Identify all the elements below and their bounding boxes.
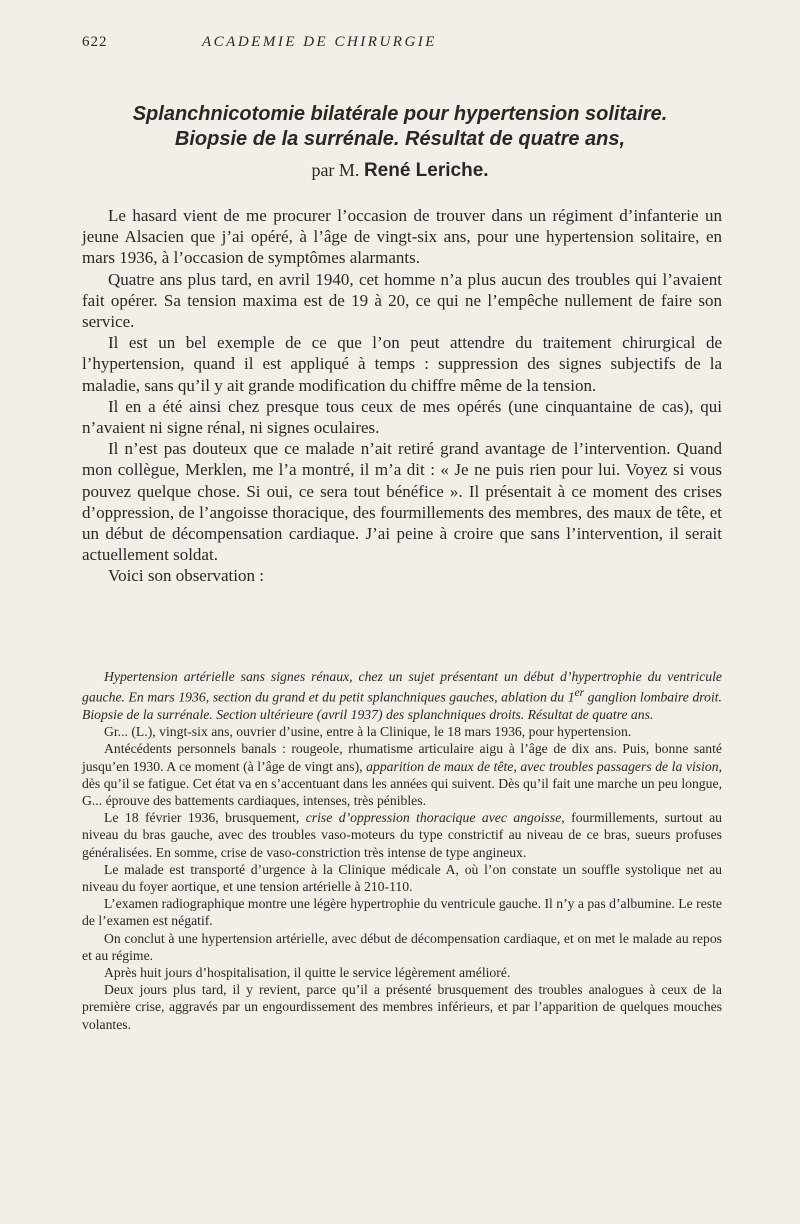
article-title-line: Biopsie de la surrénale. Résultat de quatre ans, — [174, 128, 626, 150]
observation-paragraph — [82, 740, 722, 809]
observation-heading-text: ganglion lombaire droit. Biopsie de la surrénale. Section ultérieure (avril 1937) des splanchniques droits. Résultat de quatre ans. — [82, 689, 722, 722]
body-paragraph: Il en a été ainsi chez presque tous ceux de mes opérés (une cinquantaine de cas), qui n’avaient ni signe rénal, ni signes oculaires. — [82, 396, 722, 438]
body-paragraph: Il est un bel exemple de ce que l’on peut attendre du traitement chirurgical de l’hypertension, quand il est appliqué à temps : suppression des signes subjectifs de la maladie, sans qu’il y ait grande modification du chiffre même de la tension. — [82, 333, 722, 395]
observation-heading-text: Hypertension artérielle sans signes rénaux, chez un sujet présentant un début d’hypertrophie du ventricule gauche. En mars 1936, section du grand et du petit splanchniques gauches, ablation du 1 — [82, 669, 722, 705]
observation-paragraph — [82, 809, 722, 861]
observation-paragraph: L’examen radiographique montre une légère hypertrophie du ventricule gauche. Il n’y a pas d’albumine. Le reste de l’examen est négatif. — [82, 896, 722, 929]
body-paragraph: Voici son observation : — [108, 566, 264, 586]
byline — [82, 160, 718, 182]
article-title-line: Splanchnicotomie bilatérale pour hypertension solitaire. — [132, 103, 668, 125]
observation-paragraph: Le malade est transporté d’urgence à la Clinique médicale A, où l’on constate un souffle systolique net au niveau du foyer aortique, et une tension artérielle à 210-110. — [82, 861, 722, 894]
running-head — [82, 34, 716, 51]
journal-title: ACADEMIE DE CHIRURGIE — [202, 34, 437, 50]
article-title — [82, 102, 718, 152]
body-paragraph: Il n’est pas douteux que ce malade n’ait retiré grand avantage de l’intervention. Quand mon collègue, Merklen, me l’a montré, il m’a dit : « Je ne puis rien pour lui. Voyez si vous pouvez quelque chose. Si oui, ce sera tout bénéfice ». Il présentait à ce moment des crises d’oppression, de l’angoisse thoracique, des fourmillements des membres, des maux de tête, et un début de décompensation cardiaque. J’ai peine à croire que sans l’intervention, il serait actuellement soldat. — [82, 439, 722, 565]
observation-paragraph: Deux jours plus tard, il y revient, parce qu’il a présenté brusquement des troubles analogues à ceux de la première crise, aggravés par un engourdissement des membres inférieurs, et par l’apparition de quelques mouches volantes. — [82, 982, 722, 1032]
body-paragraph: Quatre ans plus tard, en avril 1940, cet homme n’a plus aucun des troubles qui l’avaient fait opérer. Sa tension maxima est de 19 à 20, ce qui ne l’empêche nullement de faire son service. — [82, 269, 722, 332]
observation-paragraph: Gr... (L.), vingt-six ans, ouvrier d’usine, entre à la Clinique, le 18 mars 1936, pour hypertension. — [104, 724, 632, 740]
observation-heading — [82, 668, 722, 723]
body-paragraph: Le hasard vient de me procurer l’occasion de trouver dans un régiment d’infanterie un jeune Alsacien que j’ai opéré, à l’âge de vingt-six ans, pour une hypertension solitaire, en mars 1936, à l’occasion de symptômes alarmants. — [82, 206, 722, 268]
article-body — [82, 205, 722, 587]
observation-emphasis: apparition de maux de tête, avec troubles passagers de la vision — [366, 758, 719, 774]
byline-prefix: par M. — [311, 160, 360, 180]
author-name: René Leriche. — [363, 160, 489, 181]
observation-text: , dès qu’il se fatigue. Cet état va en s’accentuant dans les années qui suivent. Dès qu’il fait une marche un peu longue, G... éprouve des battements cardiaques, intenses, très pénibles. — [82, 758, 722, 808]
page-number: 622 — [82, 34, 108, 50]
observation-text: , fourmillements, surtout au niveau du bras gauche, avec des troubles vaso-moteurs du type constrictif au niveau de ce bras, sueurs profuses généralisées. En somme, crise de vaso-constriction très intense de type angineux. — [82, 810, 722, 860]
observation-text: Antécédents personnels banals : rougeole, rhumatisme articulaire aigu à l’âge de dix ans. Puis, bonne santé jusqu’en 1930. A ce moment (à l’âge de vingt ans), — [82, 741, 722, 774]
observation-text: Le 18 février 1936, brusquement, — [104, 810, 306, 826]
ordinal-superscript: er — [574, 687, 585, 700]
observation-paragraph: On conclut à une hypertension artérielle, avec début de décompensation cardiaque, et on met le malade au repos et au régime. — [82, 930, 722, 963]
observation-emphasis: crise d’oppression thoracique avec angoisse — [305, 810, 562, 826]
case-observation — [82, 668, 722, 1033]
observation-paragraph: Après huit jours d’hospitalisation, il quitte le service légèrement amélioré. — [104, 965, 511, 981]
